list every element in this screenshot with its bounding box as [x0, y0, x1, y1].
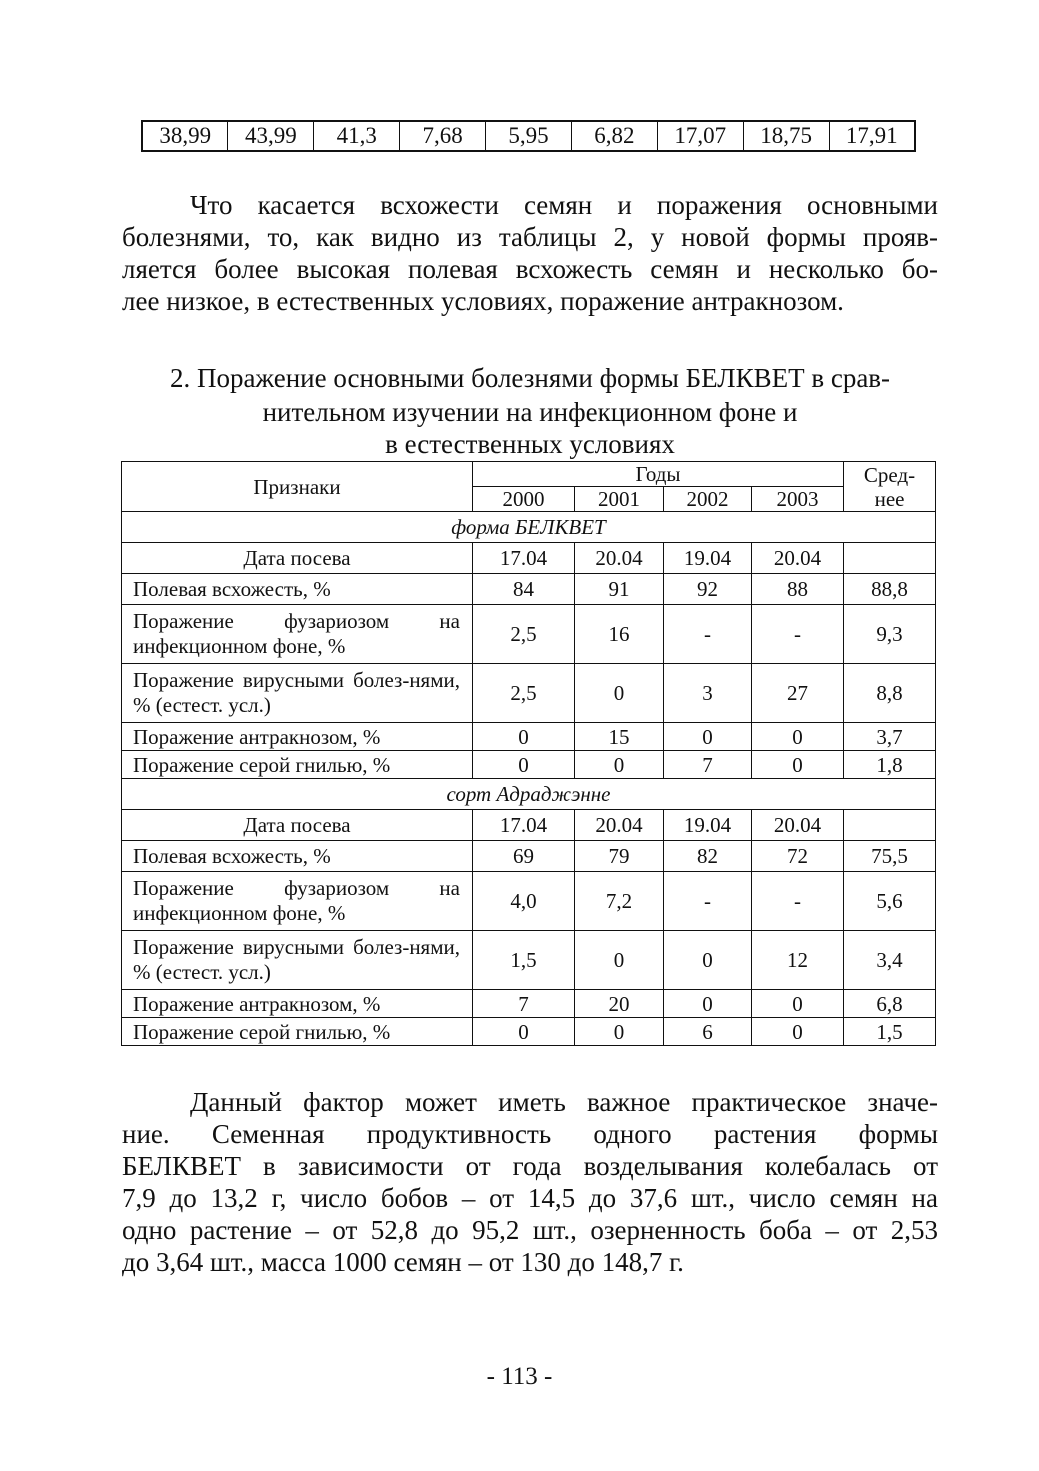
table-cell: 3,7	[844, 723, 936, 751]
table-cell: 2,5	[473, 664, 575, 723]
row-label: Поражение антракнозом, %	[122, 990, 473, 1018]
table-row	[122, 664, 936, 723]
table-row	[122, 990, 936, 1018]
section-row	[122, 512, 936, 543]
table-cell: 0	[473, 1018, 575, 1046]
table-cell: 20.04	[575, 810, 664, 841]
table-cell: 8,8	[844, 664, 936, 723]
table-row	[122, 543, 936, 574]
table-row	[122, 1018, 936, 1046]
table-cell: 92	[664, 574, 752, 605]
table-cell: 17.04	[473, 810, 575, 841]
table-cell: 0	[752, 1018, 844, 1046]
header-average-line1: Сред-	[863, 462, 916, 487]
table-cell: 88,8	[844, 574, 936, 605]
row-label: Полевая всхожесть, %	[122, 574, 473, 605]
row-label: Поражение антракнозом, %	[122, 723, 473, 751]
row-label: Дата посева	[122, 543, 473, 574]
table-cell: 38,99	[142, 121, 228, 151]
table-cell: 5,95	[486, 121, 572, 151]
table-cell: 0	[752, 990, 844, 1018]
table-cell: 15	[575, 723, 664, 751]
table-cell: 17,07	[657, 121, 743, 151]
text-line: Что касается всхожести семян и поражения основными	[190, 190, 938, 220]
table-cell: 16	[575, 605, 664, 664]
paragraph-seed-germination	[122, 189, 938, 317]
table-cell: 0	[473, 751, 575, 779]
table-cell: 79	[575, 841, 664, 872]
table-cell: 20.04	[752, 810, 844, 841]
table-row	[122, 810, 936, 841]
table-cell: 1,5	[844, 1018, 936, 1046]
table-cell: 7,2	[575, 872, 664, 931]
header-year: 2003	[752, 487, 844, 512]
header-row	[122, 462, 936, 487]
table-cell: 17,91	[829, 121, 915, 151]
header-criteria: Признаки	[122, 462, 473, 512]
table-cell: 0	[575, 664, 664, 723]
caption-line: 2. Поражение основными болезнями формы БЕЛКВЕТ в срав-	[169, 363, 891, 393]
table-row	[122, 872, 936, 931]
table-cell: 5,6	[844, 872, 936, 931]
table-cell: 82	[664, 841, 752, 872]
table-row	[122, 605, 936, 664]
header-years: Годы	[473, 462, 844, 487]
table-cell: 84	[473, 574, 575, 605]
table-cell: 1,5	[473, 931, 575, 990]
table-cell: 7,68	[400, 121, 486, 151]
caption-line: нительном изучении на инфекционном фоне и	[262, 397, 798, 427]
table-cell: 3,4	[844, 931, 936, 990]
text-line: ляется более высокая полевая всхожесть семян и несколько бо-	[122, 254, 938, 284]
caption-line: в естественных условиях	[385, 429, 675, 459]
table-cell: 4,0	[473, 872, 575, 931]
table-row	[122, 574, 936, 605]
table-cell: 88	[752, 574, 844, 605]
table-row	[122, 931, 936, 990]
text-line: лее низкое, в естественных условиях, поражение антракнозом.	[122, 286, 844, 316]
row-label: Полевая всхожесть, %	[122, 841, 473, 872]
table-row	[122, 723, 936, 751]
text-line: БЕЛКВЕТ в зависимости от года возделывания колебалась от	[122, 1151, 938, 1181]
table-cell: 27	[752, 664, 844, 723]
table-cell: 0	[752, 751, 844, 779]
table-cell: 41,3	[314, 121, 400, 151]
page-number: - 113 -	[486, 1363, 553, 1390]
table-cell: 17.04	[473, 543, 575, 574]
text-line: ние. Семенная продуктивность одного растения формы	[122, 1119, 938, 1149]
table-cell: 2,5	[473, 605, 575, 664]
table-cell: 18,75	[743, 121, 829, 151]
table-cell: 20.04	[752, 543, 844, 574]
table-cell: 0	[752, 723, 844, 751]
table-cell: 20.04	[575, 543, 664, 574]
table-cell: 19.04	[664, 543, 752, 574]
table-cell: 20	[575, 990, 664, 1018]
table-cell: 0	[575, 1018, 664, 1046]
table-cell: 7	[664, 751, 752, 779]
table-cell: 3	[664, 664, 752, 723]
table-cell: 0	[664, 990, 752, 1018]
table-row	[142, 121, 915, 151]
text-line: Данный фактор может иметь важное практическое значе-	[190, 1087, 938, 1117]
table-cell: 12	[752, 931, 844, 990]
header-year: 2002	[664, 487, 752, 512]
header-average-line2: нее	[874, 486, 905, 511]
section-title: сорт Адраджэнне	[122, 779, 936, 810]
row-label: Поражение серой гнилью, %	[122, 1018, 473, 1046]
table-cell	[844, 543, 936, 574]
header-year: 2000	[473, 487, 575, 512]
table-cell: -	[752, 872, 844, 931]
row-label: Поражение фузариозом на инфекционном фоне, %	[122, 605, 473, 664]
table-cell: 0	[664, 931, 752, 990]
section-row	[122, 779, 936, 810]
table-cell: 72	[752, 841, 844, 872]
table-row	[122, 841, 936, 872]
row-label: Поражение фузариозом на инфекционном фоне, %	[122, 872, 473, 931]
table-cell: -	[664, 605, 752, 664]
text-line: 7,9 до 13,2 г, число бобов – от 14,5 до 37,6 шт., число семян на	[122, 1183, 938, 1213]
paragraph-seed-productivity	[122, 1086, 938, 1278]
disease-table	[121, 461, 936, 1046]
table-row	[122, 751, 936, 779]
table-cell: 0	[575, 751, 664, 779]
text-line: одно растение – от 52,8 до 95,2 шт., озерненность боба – от 2,53	[122, 1215, 938, 1245]
table-cell: 91	[575, 574, 664, 605]
text-line: до 3,64 шт., масса 1000 семян – от 130 до 148,7 г.	[122, 1247, 684, 1277]
table-caption	[122, 361, 938, 459]
text-line: болезнями, то, как видно из таблицы 2, у новой формы прояв-	[122, 222, 938, 252]
row-label: Поражение вирусными болез-нями, % (естест. усл.)	[122, 664, 473, 723]
table-cell: 43,99	[228, 121, 314, 151]
table-cell: 0	[473, 723, 575, 751]
table-cell: 6,82	[571, 121, 657, 151]
table-cell	[844, 810, 936, 841]
table-cell: -	[752, 605, 844, 664]
continued-table-row	[141, 120, 916, 152]
table-cell: 9,3	[844, 605, 936, 664]
table-cell: 0	[664, 723, 752, 751]
table-cell: 19.04	[664, 810, 752, 841]
table-cell: 6,8	[844, 990, 936, 1018]
table-cell: 69	[473, 841, 575, 872]
table-cell: 1,8	[844, 751, 936, 779]
table-cell: 7	[473, 990, 575, 1018]
header-year: 2001	[575, 487, 664, 512]
table-cell: 0	[575, 931, 664, 990]
row-label: Поражение вирусными болез-нями, % (естест. усл.)	[122, 931, 473, 990]
table-cell: 75,5	[844, 841, 936, 872]
section-title: форма БЕЛКВЕТ	[122, 512, 936, 543]
table-cell: 6	[664, 1018, 752, 1046]
row-label: Дата посева	[122, 810, 473, 841]
row-label: Поражение серой гнилью, %	[122, 751, 473, 779]
table-cell: -	[664, 872, 752, 931]
header-average	[844, 462, 936, 512]
